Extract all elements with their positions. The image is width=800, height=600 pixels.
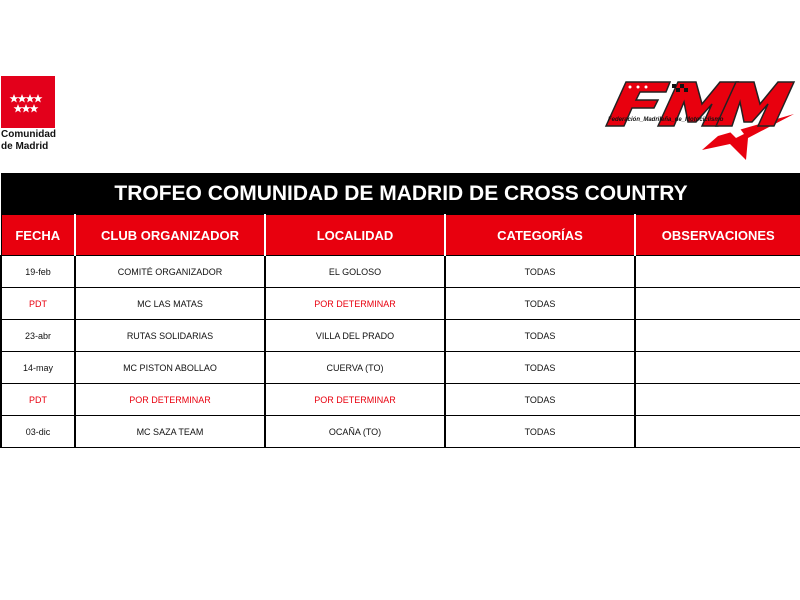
comunidad-logo-line1: Comunidad — [1, 129, 56, 140]
cell-fecha: PDT — [1, 384, 75, 416]
cell-club: POR DETERMINAR — [75, 384, 265, 416]
cell-observaciones — [635, 256, 800, 288]
table-row — [1, 256, 800, 288]
header-localidad: LOCALIDAD — [265, 215, 445, 256]
madrid-flag-icon — [1, 76, 55, 128]
table-row — [1, 288, 800, 320]
cell-categorias: TODAS — [445, 352, 635, 384]
cell-categorias: TODAS — [445, 320, 635, 352]
header-fecha: FECHA — [1, 215, 75, 256]
cell-fecha: PDT — [1, 288, 75, 320]
cell-categorias: TODAS — [445, 256, 635, 288]
cell-localidad: OCAÑA (TO) — [265, 416, 445, 448]
cell-club: MC SAZA TEAM — [75, 416, 265, 448]
cell-localidad: POR DETERMINAR — [265, 288, 445, 320]
cell-observaciones — [635, 416, 800, 448]
cell-observaciones — [635, 288, 800, 320]
comunidad-logo-line2: de Madrid — [1, 141, 49, 152]
calendar-table — [0, 173, 800, 448]
cell-fecha: 03-dic — [1, 416, 75, 448]
cell-club: MC PISTON ABOLLAO — [75, 352, 265, 384]
cell-fecha: 23-abr — [1, 320, 75, 352]
cell-observaciones — [635, 320, 800, 352]
cell-observaciones — [635, 384, 800, 416]
header-row — [1, 215, 800, 256]
table-row — [1, 384, 800, 416]
cell-club: MC LAS MATAS — [75, 288, 265, 320]
table-row — [1, 320, 800, 352]
cell-club: RUTAS SOLIDARIAS — [75, 320, 265, 352]
table-row — [1, 416, 800, 448]
cell-localidad: CUERVA (TO) — [265, 352, 445, 384]
cell-fecha: 14-may — [1, 352, 75, 384]
cell-localidad: POR DETERMINAR — [265, 384, 445, 416]
cell-categorias: TODAS — [445, 384, 635, 416]
cell-localidad: VILLA DEL PRADO — [265, 320, 445, 352]
header-club-organizador: CLUB ORGANIZADOR — [75, 215, 265, 256]
table-row — [1, 352, 800, 384]
table-title: TROFEO COMUNIDAD DE MADRID DE CROSS COUNTRY — [1, 174, 800, 215]
header-observaciones: OBSERVACIONES — [635, 215, 800, 256]
cell-fecha: 19-feb — [1, 256, 75, 288]
cell-club: COMITÉ ORGANIZADOR — [75, 256, 265, 288]
fmm-logo — [598, 74, 798, 162]
cell-observaciones — [635, 352, 800, 384]
header-categorias: CATEGORÍAS — [445, 215, 635, 256]
fmm-subtitle: Federación_Madrileña_de_Motociclismo — [608, 117, 724, 123]
cell-categorias: TODAS — [445, 288, 635, 320]
comunidad-de-madrid-logo — [1, 76, 59, 152]
cell-localidad: EL GOLOSO — [265, 256, 445, 288]
cell-categorias: TODAS — [445, 416, 635, 448]
